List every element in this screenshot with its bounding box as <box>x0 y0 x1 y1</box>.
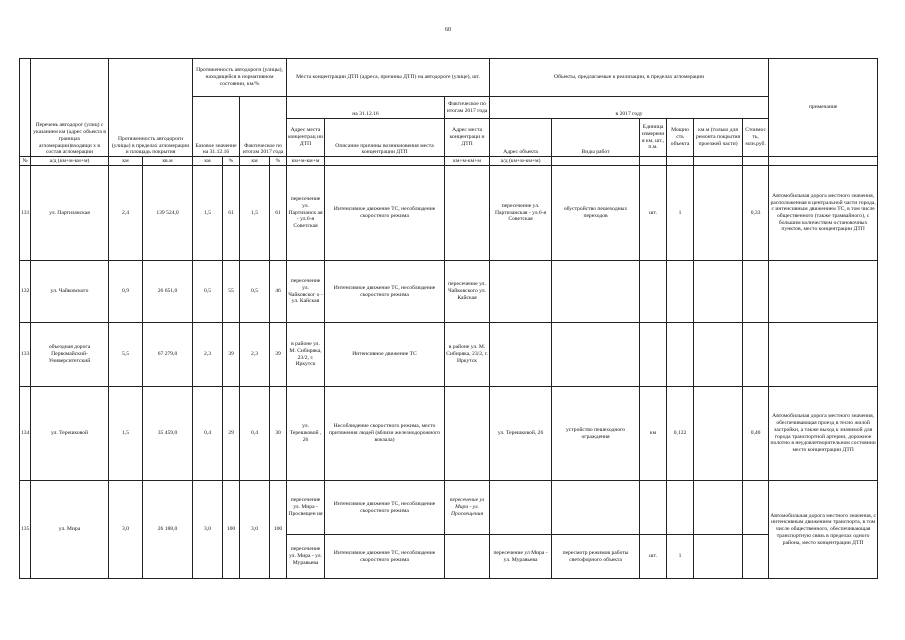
dtp-address: пересечение ул. Партизанск ая - ул.6-я Советская <box>287 166 325 261</box>
unit-km: км <box>109 157 143 166</box>
road-area: 26 651,0 <box>143 261 193 323</box>
power: 0,122 <box>667 387 694 481</box>
row-number: 133 <box>20 323 31 387</box>
road-name: ул. Чайковского <box>31 261 109 323</box>
road-length: 5,5 <box>109 323 143 387</box>
header-dtp-group: Места концентрации ДТП (адреса, причины ДТП) на автодороге (улице), шт. <box>287 59 490 97</box>
note <box>769 323 878 387</box>
road-length: 1,5 <box>109 387 143 481</box>
dtp-address: пересечение ул. Мира - ул. Муравьева <box>287 535 325 579</box>
note: Автомобильная дорога местного значения, с интенсивным движением транспорта, в том числе общественного, обеспечивающая транспортную связь в пределах одного района, место концентрации ДТП <box>769 481 878 579</box>
power <box>667 323 694 387</box>
cost <box>743 261 769 323</box>
road-name: ул. Партизанская <box>31 166 109 261</box>
object-address <box>490 323 552 387</box>
header-km-repair: км.м (только для ремонта покрытия проезжей части) <box>694 119 743 157</box>
header-actual-2017: Фактическое по итогам 2017 года <box>240 97 287 157</box>
header-note: примечание <box>769 59 878 157</box>
km-repair <box>694 535 743 579</box>
base-km: 0,5 <box>193 261 223 323</box>
row-number: 132 <box>20 261 31 323</box>
base-km: 2,3 <box>193 323 223 387</box>
base-pct: 29 <box>223 387 240 481</box>
table-row <box>20 166 878 261</box>
unit-note <box>769 157 878 166</box>
act-km: 1,5 <box>240 166 270 261</box>
agglomeration-roads-table <box>19 58 878 579</box>
work-types <box>552 261 640 323</box>
dtp-reason: Интенсивное движение ТС, несоблюдение скоростного режима <box>325 166 445 261</box>
road-area: 35 459,0 <box>143 387 193 481</box>
dtp-address-2: пересечение ул Мира - ул. Просвещения <box>445 481 490 535</box>
row-number: 134 <box>20 387 31 481</box>
row-number: 135 <box>20 481 31 579</box>
header-cost: Стоимос ть, млн.руб. <box>743 119 769 157</box>
row-number: 131 <box>20 166 31 261</box>
cost: 0,40 <box>743 387 769 481</box>
base-pct: 100 <box>223 481 240 579</box>
work-types: пересмотр режимов работы светофорного объекта <box>552 535 640 579</box>
road-area: 26 188,0 <box>143 481 193 579</box>
note: Автомобильная дорога местного значения, обеспечивающая проезд в тесно жилой застройки, а также выход к значимой для города транспортной артерии, дорожное полотно в неудовлетворительном состоянии место концентрации ДТП <box>769 387 878 481</box>
act-km: 2,3 <box>240 323 270 387</box>
header-year-2017: в 2017 году <box>490 97 769 119</box>
header-dtp-reasons: Описание причины возникновения места концентрации ДТП <box>325 119 445 157</box>
table-row <box>20 323 878 387</box>
unit-act-km: км <box>240 157 270 166</box>
road-area: 139 524,0 <box>143 166 193 261</box>
header-work-types: Виды работ <box>552 119 640 157</box>
unit-dtp2: км+м-км+м <box>445 157 490 166</box>
unit: шт. <box>640 535 667 579</box>
road-area: 67 279,0 <box>143 323 193 387</box>
base-km: 3,0 <box>193 481 223 579</box>
unit-object: а/д (км+м-км+м) <box>490 157 552 166</box>
header-road-list: Перечень автодорог (улиц) с указанием км (адрес объекта в границах агломерации)входящи х в состав агломерации <box>31 59 109 157</box>
act-km: 3,0 <box>240 481 270 579</box>
road-length: 0,9 <box>109 261 143 323</box>
base-pct: 55 <box>223 261 240 323</box>
page-number: 60 <box>445 27 451 33</box>
object-address: ул. Терешковой, 26 <box>490 387 552 481</box>
dtp-address: пересечение ул. Чайковског о - ул. Кайская <box>287 261 325 323</box>
header-actual-2017-dtp: Фактическое по итогам 2017 года <box>445 97 490 119</box>
table-row <box>20 387 878 481</box>
unit-base-km: км <box>193 157 223 166</box>
unit <box>640 481 667 535</box>
object-address: пересечение ул. Партизанская - ул.6-я Советская <box>490 166 552 261</box>
power: 1 <box>667 166 694 261</box>
work-types: обустройство пешеходных переходов <box>552 166 640 261</box>
header-dtp-address: Адрес места концентрац ии ДТП <box>287 119 325 157</box>
dtp-address-2: пересечение ул. Чайковского ул. Кайская <box>445 261 490 323</box>
road-name: объездная дорога Первомайский-Университетский <box>31 323 109 387</box>
header-objects-group: Объекты, предлагаемые к реализации, в пределах агломерации <box>490 59 769 97</box>
header-dtp-address-2: Адрес места концентраци и ДТП <box>445 119 490 157</box>
km-repair <box>694 481 743 535</box>
note <box>769 261 878 323</box>
road-length: 3,0 <box>109 481 143 579</box>
act-pct: 61 <box>270 166 287 261</box>
power <box>667 481 694 535</box>
header-empty-num <box>20 59 31 157</box>
header-object-address: Адрес объекта <box>490 119 552 157</box>
table-row <box>20 481 878 535</box>
unit-power <box>667 157 694 166</box>
dtp-reason: Интенсивное движение ТС, несоблюдение скоростного режима <box>325 261 445 323</box>
unit: км <box>640 387 667 481</box>
header-length: Протяженность автодороги (улицы) в пределах агломерации и площадь покрытия <box>109 59 193 157</box>
header-date-3112: на 31.12.16 <box>287 97 445 119</box>
road-name: ул. Терешковой <box>31 387 109 481</box>
dtp-reason: Интенсивное движение ТС, несоблюдение скоростного режима <box>325 481 445 535</box>
act-pct: 100 <box>270 481 287 579</box>
act-pct: 30 <box>270 387 287 481</box>
road-length: 2,4 <box>109 166 143 261</box>
act-pct: 39 <box>270 323 287 387</box>
km-repair <box>694 261 743 323</box>
unit-dtp: км+м-км+м <box>287 157 325 166</box>
dtp-address: пересечение ул. Мира - Просвещен ия <box>287 481 325 535</box>
unit-base-pct: % <box>223 157 240 166</box>
unit-address: а/д (км+м-км+м) <box>31 157 109 166</box>
power: 1 <box>667 535 694 579</box>
unit-cost <box>743 157 769 166</box>
header-normative-group: Протяженность автодороги (улицы), находящейся в нормативном состоянии, км/% <box>193 59 287 97</box>
km-repair <box>694 387 743 481</box>
object-address <box>490 481 552 535</box>
cost <box>743 535 769 579</box>
dtp-address-2 <box>445 387 490 481</box>
work-types: устройство пешеходного ограждения <box>552 387 640 481</box>
dtp-address-2 <box>445 535 490 579</box>
header-power: Мощно сть объекта <box>667 119 694 157</box>
header-base-value: Базовое значение на 31.12.16 <box>193 97 240 157</box>
unit: шт. <box>640 166 667 261</box>
work-types <box>552 323 640 387</box>
km-repair <box>694 166 743 261</box>
table-row <box>20 261 878 323</box>
unit-kmr <box>694 157 743 166</box>
unit-works <box>552 157 640 166</box>
act-pct: 46 <box>270 261 287 323</box>
dtp-reason: Интенсивное движение ТС <box>325 323 445 387</box>
base-km: 0,4 <box>193 387 223 481</box>
act-km: 0,4 <box>240 387 270 481</box>
km-repair <box>694 323 743 387</box>
unit <box>640 261 667 323</box>
cost <box>743 323 769 387</box>
unit-num: № <box>20 157 31 166</box>
unit-unit <box>640 157 667 166</box>
unit <box>640 323 667 387</box>
dtp-address: в районе ул. М. Сибиряка, 23/2, г. Иркутск <box>287 323 325 387</box>
power <box>667 261 694 323</box>
dtp-reason: Несоблюдение скоростного режима, место притяжения людей (вблизи железнодорожного вокзала) <box>325 387 445 481</box>
base-pct: 61 <box>223 166 240 261</box>
note: Автомобильная дорога местного значения, расположенная в центральной части города, с интенсивным движением ТС, в том числе общественного (также трамвайного), с большим количеством остановочных пунктов, место концентрации ДТП <box>769 166 878 261</box>
road-name: ул. Мира <box>31 481 109 579</box>
dtp-address: ул. Терешковой , 26 <box>287 387 325 481</box>
cost: 0,33 <box>743 166 769 261</box>
work-types <box>552 481 640 535</box>
dtp-reason: Интенсивное движение ТС, несоблюдение скоростного режима <box>325 535 445 579</box>
cost <box>743 481 769 535</box>
unit-dtp-reason <box>325 157 445 166</box>
unit-act-pct: % <box>270 157 287 166</box>
unit-sqm: кв.м <box>143 157 193 166</box>
dtp-address-2: в районе ул. М. Сибиряка, 23/2, г. Иркутск <box>445 323 490 387</box>
object-address: пересечение ул Мира - ул. Муравьева <box>490 535 552 579</box>
header-unit: Единица измерени я км, шт., п.м. <box>640 119 667 157</box>
dtp-address-2 <box>445 166 490 261</box>
base-pct: 39 <box>223 323 240 387</box>
act-km: 0,5 <box>240 261 270 323</box>
object-address <box>490 261 552 323</box>
base-km: 1,5 <box>193 166 223 261</box>
